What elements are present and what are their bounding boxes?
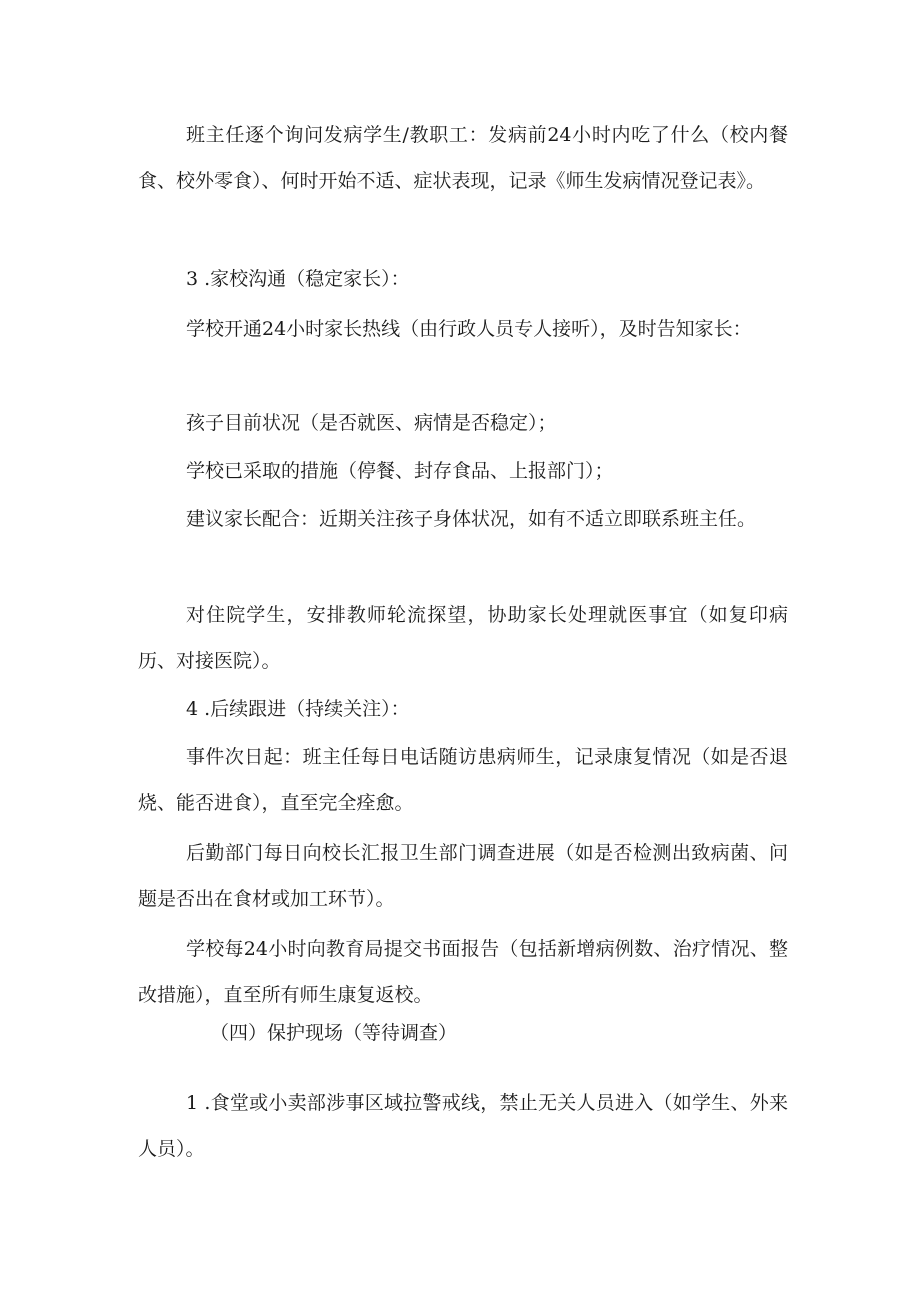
- paragraph-cordon-area: 1 .食堂或小卖部涉事区域拉警戒线，禁止无关人员进入（如学生、外来人员）。: [138, 1092, 788, 1160]
- heading-follow-up: 4 .后续跟进（持续关注）：: [186, 698, 410, 720]
- paragraph-parent-hotline: 学校开通24小时家长热线（由行政人员专人接听），及时告知家长：: [186, 318, 752, 340]
- heading-protect-scene: （四）保护现场（等待调查）: [210, 1022, 458, 1044]
- paragraph-parent-cooperation: 建议家长配合：近期关注孩子身体状况，如有不适立即联系班主任。: [186, 508, 757, 530]
- paragraph-logistics-report: 后勤部门每日向校长汇报卫生部门调查进展（如是否检测出致病菌、问题是否出在食材或加工环节）。: [138, 842, 788, 910]
- paragraph-symptom-inquiry: 班主任逐个询问发病学生/教职工：发病前24小时内吃了什么（校内餐食、校外零食）、何时开始不适、症状表现，记录《师生发病情况登记表》。: [138, 124, 788, 192]
- heading-home-school-communication: 3 .家校沟通（稳定家长）：: [186, 268, 410, 290]
- paragraph-child-status: 孩子目前状况（是否就医、病情是否稳定）；: [186, 412, 557, 434]
- paragraph-school-measures: 学校已采取的措施（停餐、封存食品、上报部门）；: [186, 460, 614, 482]
- paragraph-education-bureau-report: 学校每24小时向教育局提交书面报告（包括新增病例数、治疗情况、整改措施），直至所有师生康复返校。: [138, 938, 788, 1006]
- paragraph-hospital-visits: 对住院学生，安排教师轮流探望，协助家长处理就医事宜（如复印病历、对接医院）。: [138, 604, 788, 672]
- paragraph-daily-followup-calls: 事件次日起：班主任每日电话随访患病师生，记录康复情况（如是否退烧、能否进食），直至完全痊愈。: [138, 746, 788, 814]
